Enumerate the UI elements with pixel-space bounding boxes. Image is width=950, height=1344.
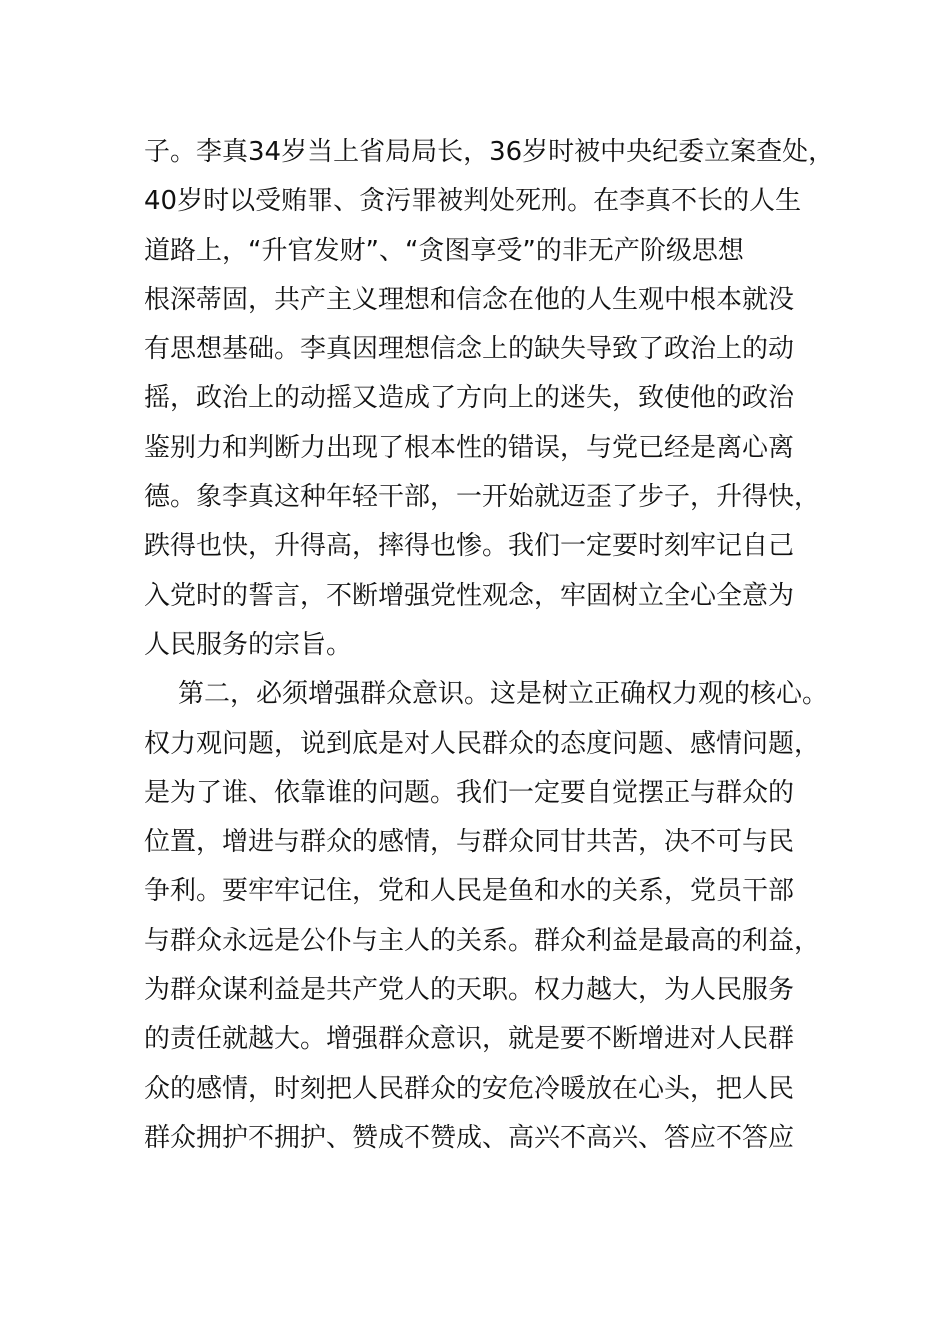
text-line: 是为了谁、依靠谁的问题。我们一定要自觉摆正与群众的 [144,777,795,808]
text-line: 与群众永远是公仆与主人的关系。群众利益是最高的利益， [144,925,821,956]
text-line: 争利。要牢牢记住，党和人民是鱼和水的关系，党员干部 [144,876,795,907]
text-line: 道路上，“升官发财”、“贪图享受”的非无产阶级思想 [144,235,744,266]
text-line: 跌得也快，升得高，摔得也惨。我们一定要时刻牢记自己 [144,531,795,562]
text-line: 为群众谋利益是共产党人的天职。权力越大，为人民服务 [144,975,795,1006]
text-line: 位置，增进与群众的感情，与群众同甘共苦，决不可与民 [144,827,795,858]
text-line: 权力观问题，说到底是对人民群众的态度问题、感情问题， [144,728,821,759]
text-line: 众的感情，时刻把人民群众的安危冷暖放在心头，把人民 [144,1073,795,1104]
text-line: 鉴别力和判断力出现了根本性的错误，与党已经是离心离 [144,432,795,463]
text-line: 德。象李真这种年轻干部，一开始就迈歪了步子，升得快， [144,482,821,513]
text-line: 40岁时以受贿罪、贪污罪被判处死刑。在李真不长的人生 [144,186,802,217]
text-line: 群众拥护不拥护、赞成不赞成、高兴不高兴、答应不答应 [144,1122,795,1153]
text-line: 摇，政治上的动摇又造成了方向上的迷失，致使他的政治 [144,383,795,414]
text-line: 入党时的誓言，不断增强党性观念，牢固树立全心全意为 [144,580,795,611]
text-line: 人民服务的宗旨。 [144,629,353,660]
text-line: 的责任就越大。增强群众意识，就是要不断增进对人民群 [144,1024,795,1055]
paragraph-start-line: 第二，必须增强群众意识。这是树立正确权力观的核心。 [178,679,829,710]
text-line: 子。李真34岁当上省局局长，36岁时被中央纪委立案查处， [144,137,835,167]
text-line: 根深蒂固，共产主义理想和信念在他的人生观中根本就没 [144,284,795,315]
text-line: 有思想基础。李真因理想信念上的缺失导致了政治上的动 [144,334,795,365]
body-text [144,128,835,1163]
